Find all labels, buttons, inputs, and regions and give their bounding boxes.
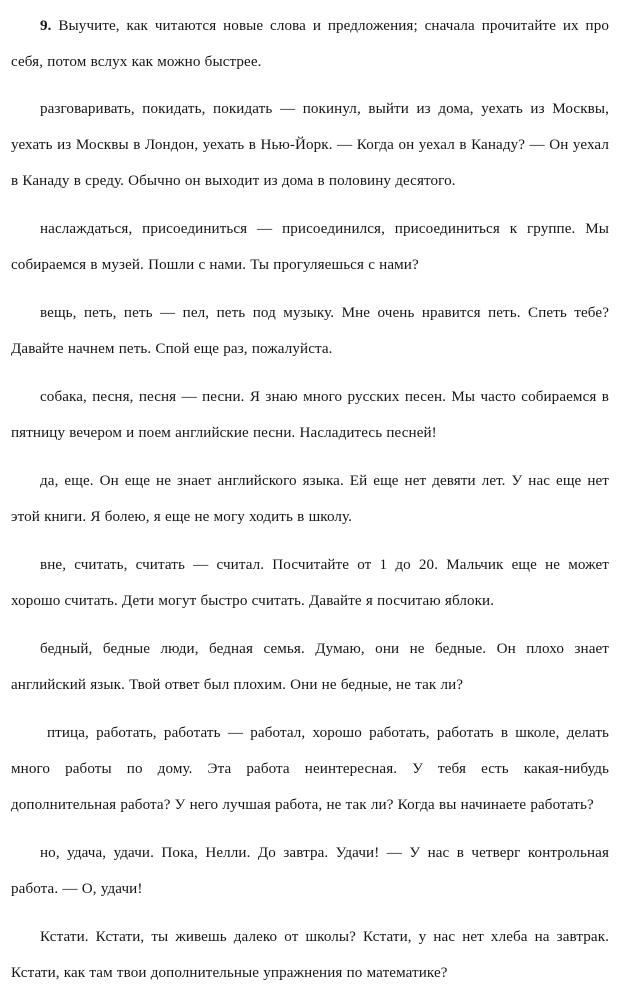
paragraph-7: бедный, бедные люди, бедная семья. Думаю, они не бедные. Он плохо знает английский язык. Твой ответ был плохим. Они не бедные, не так ли?	[11, 641, 609, 693]
exercise-heading	[11, 8, 609, 80]
paragraph-8: птица, работать, работать — работал, хорошо работать, работать в школе, делать много работы по дому. Эта работа неинтересная. У тебя есть какая-нибудь дополнительная работа? У него лучшая работа, не так ли? Когда вы начинаете работать?	[11, 725, 609, 813]
exercise-number: 9.	[40, 18, 52, 34]
paragraph-6: вне, считать, считать — считал. Посчитайте от 1 до 20. Мальчик еще не может хорошо считать. Дети могут быстро считать. Давайте я посчитаю яблоки.	[11, 557, 609, 609]
text-column	[11, 0, 609, 991]
paragraph-spacer	[11, 283, 609, 295]
paragraph-spacer	[11, 535, 609, 547]
paragraph-spacer	[11, 703, 609, 715]
paragraph-spacer	[11, 619, 609, 631]
paragraph-spacer	[11, 823, 609, 835]
exercise-instruction: Выучите, как читаются новые слова и предложения; сначала прочитайте их про себя, потом вслух как можно быстрее.	[11, 18, 609, 70]
paragraph-spacer	[11, 907, 609, 919]
paragraph-spacer	[11, 80, 609, 91]
paragraph-9: но, удача, удачи. Пока, Нелли. До завтра. Удачи! — У нас в четверг контрольная работа. — О, удачи!	[11, 845, 609, 897]
paragraph-spacer	[11, 199, 609, 211]
paragraph-3: вещь, петь, петь — пел, петь под музыку. Мне очень нравится петь. Спеть тебе? Давайте начнем петь. Спой еще раз, пожалуйста.	[11, 305, 609, 357]
paragraph-10: Кстати. Кстати, ты живешь далеко от школы? Кстати, у нас нет хлеба на завтрак. Кстати, как там твои дополнительные упражнения по математике?	[11, 929, 609, 981]
paragraph-spacer	[11, 451, 609, 463]
paragraph-4: собака, песня, песня — песни. Я знаю много русских песен. Мы часто собираемся в пятницу вечером и поем английские песни. Насладитесь песней!	[11, 389, 609, 441]
paragraph-2: наслаждаться, присоединиться — присоединился, присоединиться к группе. Мы собираемся в музей. Пошли с нами. Ты прогуляешься с нами?	[11, 221, 609, 273]
paragraph-5: да, еще. Он еще не знает английского языка. Ей еще нет девяти лет. У нас еще нет этой книги. Я болею, я еще не могу ходить в школу.	[11, 473, 609, 525]
paragraph-spacer	[11, 367, 609, 379]
paragraph-1: разговаривать, покидать, покидать — покинул, выйти из дома, уехать из Москвы, уехать из Москвы в Лондон, уехать в Нью-Йорк. — Когда он уехал в Канаду? — Он уехал в Канаду в среду. Обычно он выходит из дома в половину десятого.	[11, 101, 609, 189]
